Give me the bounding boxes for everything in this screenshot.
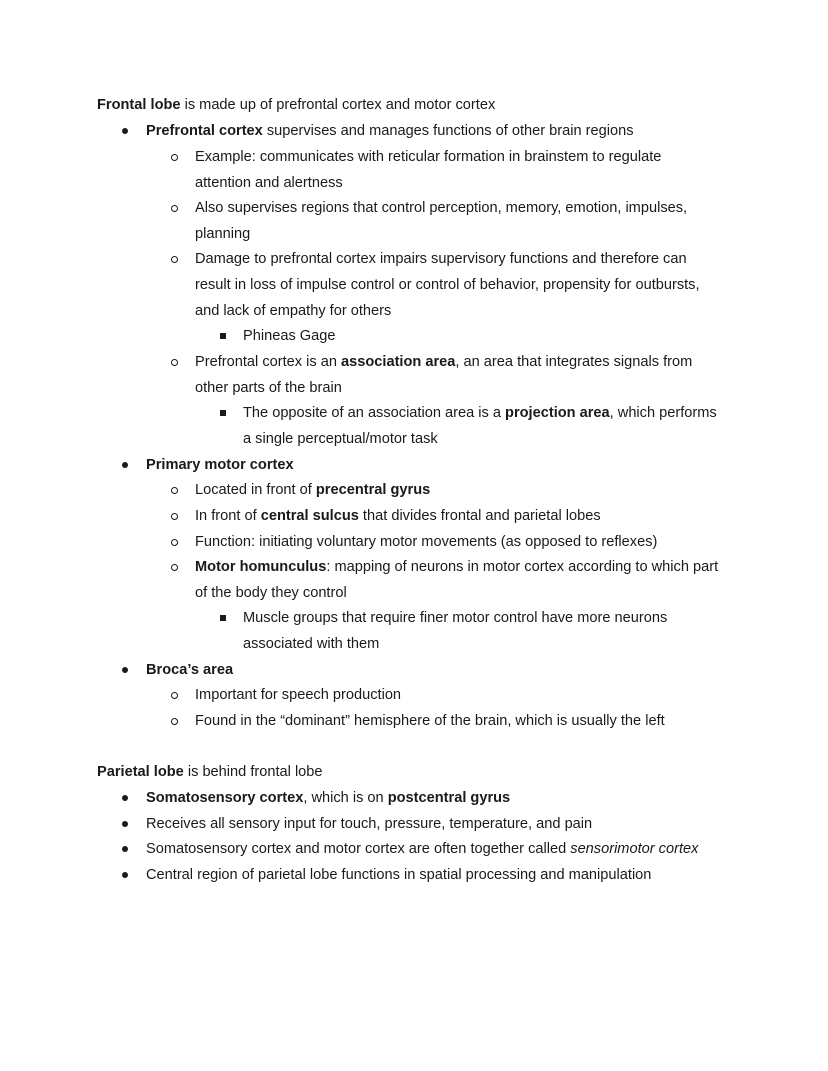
receives-item: Receives all sensory input for touch, pressure, temperature, and pain [146,816,593,832]
function-line: Function: initiating voluntary motor movements (as opposed to reflexes) [195,534,658,550]
sensorimotor-italic: sensorimotor cortex [570,841,699,857]
disc-bullet [120,119,130,145]
square-bullet [218,401,228,427]
sensorimotor-item [146,837,698,863]
circle-bullet [169,530,179,556]
sensorimotor-pre: Somatosensory cortex and motor cortex are often together called [146,841,571,857]
association-line-1 [195,350,692,376]
speech-line: Important for speech production [195,687,402,703]
prefrontal-item [146,119,634,145]
homunculus-post: : mapping of neurons in motor cortex according to which part [326,559,719,575]
parietal-heading-text: is behind frontal lobe [183,764,323,780]
square-bullet [218,606,228,632]
soma-mid: , which is on [303,790,388,806]
sulcus-bold: central sulcus [260,508,359,524]
circle-bullet [169,350,179,376]
homunculus-line-1 [195,555,718,581]
association-post: , an area that integrates signals from [455,354,693,370]
circle-bullet [169,145,179,171]
homunculus-bold: Motor homunculus [195,559,327,575]
motor-item [146,453,294,479]
square-bullet [218,324,228,350]
broca-item [146,658,233,684]
phineas-gage: Phineas Gage [243,328,336,344]
damage-line-3: and lack of empathy for others [195,303,392,319]
soma-bold: Somatosensory cortex [146,790,304,806]
also-line-2: planning [195,226,251,242]
damage-line-2: result in loss of impulse control or control of behavior, propensity for outbursts, [195,277,700,293]
frontal-heading [97,93,495,119]
circle-bullet [169,478,179,504]
disc-bullet [120,453,130,479]
disc-bullet [120,863,130,889]
prefrontal-text: supervises and manages functions of other brain regions [262,123,634,139]
frontal-heading-text: is made up of prefrontal cortex and motor cortex [180,97,496,113]
frontal-heading-bold: Frontal lobe [97,97,181,113]
association-bold: association area [341,354,456,370]
sulcus-pre: In front of [195,508,261,524]
muscle-line-2: associated with them [243,636,380,652]
broca-bold: Broca’s area [146,662,234,678]
located-pre: Located in front of [195,482,316,498]
example-line-1: Example: communicates with reticular formation in brainstem to regulate [195,149,662,165]
circle-bullet [169,555,179,581]
opposite-pre: The opposite of an association area is a [243,405,506,421]
prefrontal-bold: Prefrontal cortex [146,123,263,139]
located-bold: precentral gyrus [315,482,431,498]
circle-bullet [169,709,179,735]
disc-bullet [120,837,130,863]
parietal-heading [97,760,323,786]
dominant-line: Found in the “dominant” hemisphere of the brain, which is usually the left [195,713,665,729]
sulcus-line [195,504,601,530]
central-region-item: Central region of parietal lobe functions in spatial processing and manipulation [146,867,652,883]
opposite-post: , which performs [609,405,717,421]
somatosensory-item [146,786,510,812]
damage-line-1: Damage to prefrontal cortex impairs supervisory functions and therefore can [195,251,687,267]
homunculus-line-2: of the body they control [195,585,347,601]
sulcus-post: that divides frontal and parietal lobes [358,508,601,524]
circle-bullet [169,504,179,530]
motor-bold: Primary motor cortex [146,457,294,473]
muscle-line-1: Muscle groups that require finer motor control have more neurons [243,610,668,626]
example-line-2: attention and alertness [195,175,343,191]
association-pre: Prefrontal cortex is an [195,354,342,370]
opposite-bold: projection area [505,405,610,421]
opposite-line-2: a single perceptual/motor task [243,431,438,447]
circle-bullet [169,683,179,709]
also-line-1: Also supervises regions that control perception, memory, emotion, impulses, [195,200,688,216]
located-line [195,478,430,504]
soma-bold-2: postcentral gyrus [387,790,511,806]
parietal-heading-bold: Parietal lobe [97,764,184,780]
disc-bullet [120,658,130,684]
opposite-line-1 [243,401,717,427]
circle-bullet [169,196,179,222]
association-line-2: other parts of the brain [195,380,342,396]
circle-bullet [169,247,179,273]
disc-bullet [120,812,130,838]
disc-bullet [120,786,130,812]
